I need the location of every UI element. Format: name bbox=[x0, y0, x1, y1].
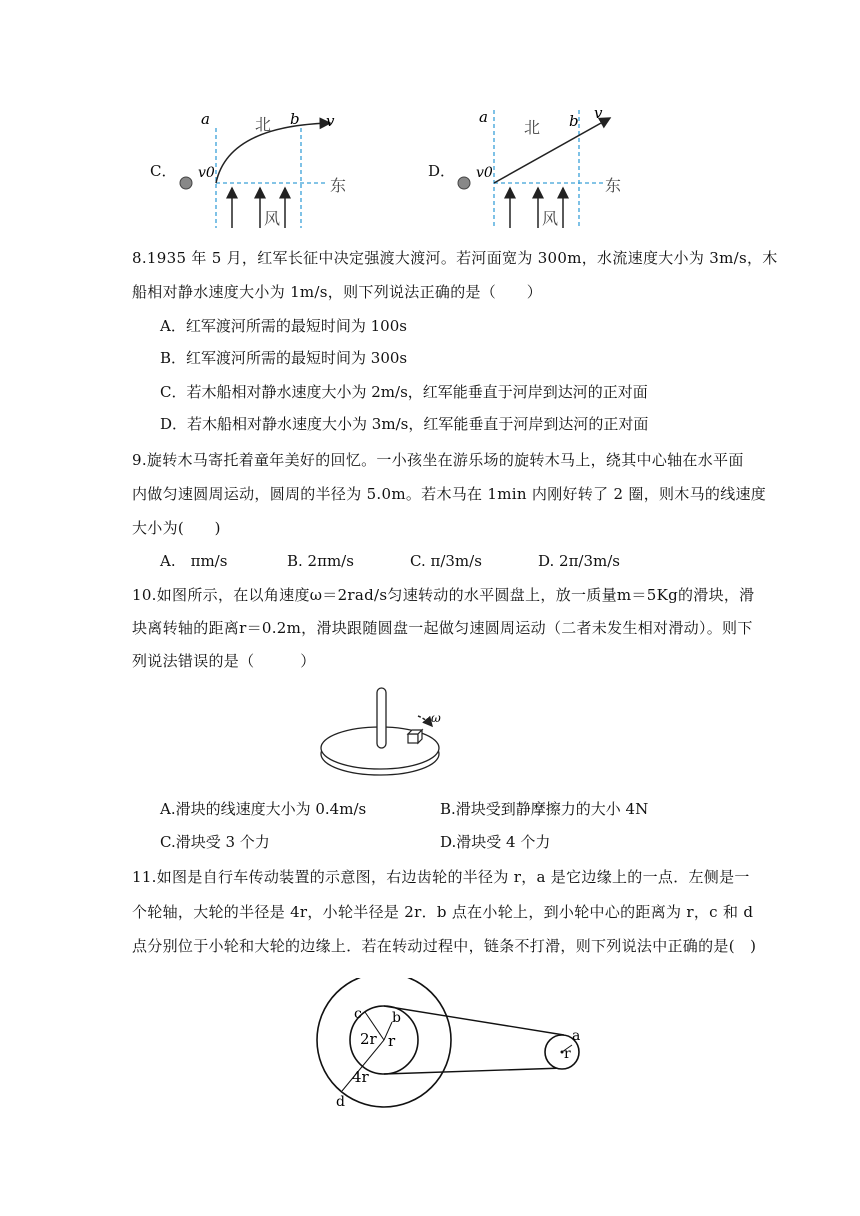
q9-option-b: B. 2πm/s bbox=[287, 552, 354, 570]
label-2r: 2r bbox=[360, 1030, 377, 1048]
option-d-letter: D． bbox=[428, 162, 456, 180]
q8-option-c: C．若木船相对静水速度大小为 2m/s，红军能垂直于河岸到达河的正对面 bbox=[160, 383, 648, 401]
bicycle-transmission-figure bbox=[310, 978, 590, 1118]
label-c: c bbox=[354, 1006, 362, 1022]
option-c-letter: C． bbox=[150, 162, 177, 180]
label-a: a bbox=[572, 1028, 581, 1044]
q8-option-b: B．红军渡河所需的最短时间为 300s bbox=[160, 349, 408, 367]
fig-c-label-east: 东 bbox=[330, 176, 347, 195]
q9-line-3: 大小为( ) bbox=[132, 519, 221, 537]
fig-d-label-wind: 风 bbox=[542, 209, 559, 228]
q9-line-1: 9.旋转木马寄托着童年美好的回忆。一小孩坐在游乐场的旋转木马上，绕其中心轴在水平面 bbox=[132, 451, 744, 469]
label-4r: 4r bbox=[352, 1068, 369, 1086]
q8-option-a: A．红军渡河所需的最短时间为 100s bbox=[160, 317, 407, 335]
q11-line-3: 点分别位于小轮和大轮的边缘上．若在转动过程中，链条不打滑，则下列说法中正确的是( ) bbox=[132, 937, 757, 955]
q10-option-a: A.滑块的线速度大小为 0.4m/s bbox=[160, 800, 367, 818]
q11-line-1: 11.如图是自行车传动装置的示意图，右边齿轮的半径为 r，a 是它边缘上的一点．左侧是一 bbox=[132, 868, 750, 886]
q8-option-d: D．若木船相对静水速度大小为 3m/s，红军能垂直于河岸到达河的正对面 bbox=[160, 415, 649, 433]
fig-c-label-b: b bbox=[290, 110, 300, 128]
omega-label: ω bbox=[431, 711, 441, 725]
q9-option-c: C. π/3m/s bbox=[410, 552, 482, 570]
q9-line-2: 内做匀速圆周运动，圆周的半径为 5.0m。若木马在 1min 内刚好转了 2 圈，则木马的线速度 bbox=[132, 485, 767, 503]
figure-option-c bbox=[170, 100, 370, 230]
q9-option-d: D. 2π/3m/s bbox=[538, 552, 621, 570]
fig-d-label-north: 北 bbox=[524, 118, 541, 137]
q8-line-1: 8.1935 年 5 月，红军长征中决定强渡大渡河。若河面宽为 300m，水流速度大小为 3m/s，木 bbox=[132, 249, 778, 267]
q9-option-a: A. πm/s bbox=[160, 552, 228, 570]
q10-option-c: C.滑块受 3 个力 bbox=[160, 833, 270, 851]
label-r-right: r bbox=[564, 1046, 571, 1062]
fig-d-label-v0: v0 bbox=[476, 165, 493, 181]
fig-c-label-north: 北 bbox=[255, 115, 272, 134]
q10-line-2: 块离转轴的距离r＝0.2m，滑块跟随圆盘一起做匀速圆周运动（二者未发生相对滑动）。则下 bbox=[132, 619, 753, 637]
label-r-small: r bbox=[388, 1032, 396, 1050]
label-d: d bbox=[336, 1094, 345, 1110]
fig-d-label-b: b bbox=[569, 112, 579, 130]
fig-c-label-wind: 风 bbox=[264, 209, 281, 228]
figure-option-d bbox=[448, 100, 648, 230]
fig-d-label-v: v bbox=[594, 104, 603, 122]
q10-option-d: D.滑块受 4 个力 bbox=[440, 833, 551, 851]
q10-line-1: 10.如图所示，在以角速度ω＝2rad/s匀速转动的水平圆盘上，放一质量m＝5Kg的滑块，滑 bbox=[132, 586, 755, 604]
q10-option-b: B.滑块受到静摩擦力的大小 4N bbox=[440, 800, 649, 818]
fig-d-label-east: 东 bbox=[605, 176, 622, 195]
rotating-disk-figure bbox=[318, 682, 448, 782]
label-b: b bbox=[392, 1010, 401, 1026]
q11-line-2: 个轮轴，大轮的半径是 4r，小轮半径是 2r．b 点在小轮上，到小轮中心的距离为 r，c 和 d bbox=[132, 903, 754, 921]
fig-c-label-a: a bbox=[201, 110, 210, 128]
fig-c-label-v: v bbox=[326, 112, 335, 130]
fig-c-label-v0: v0 bbox=[198, 165, 215, 181]
fig-d-label-a: a bbox=[479, 108, 488, 126]
q10-line-3: 列说法错误的是（ ） bbox=[132, 652, 316, 670]
q8-line-2: 船相对静水速度大小为 1m/s，则下列说法正确的是（ ） bbox=[132, 283, 542, 301]
